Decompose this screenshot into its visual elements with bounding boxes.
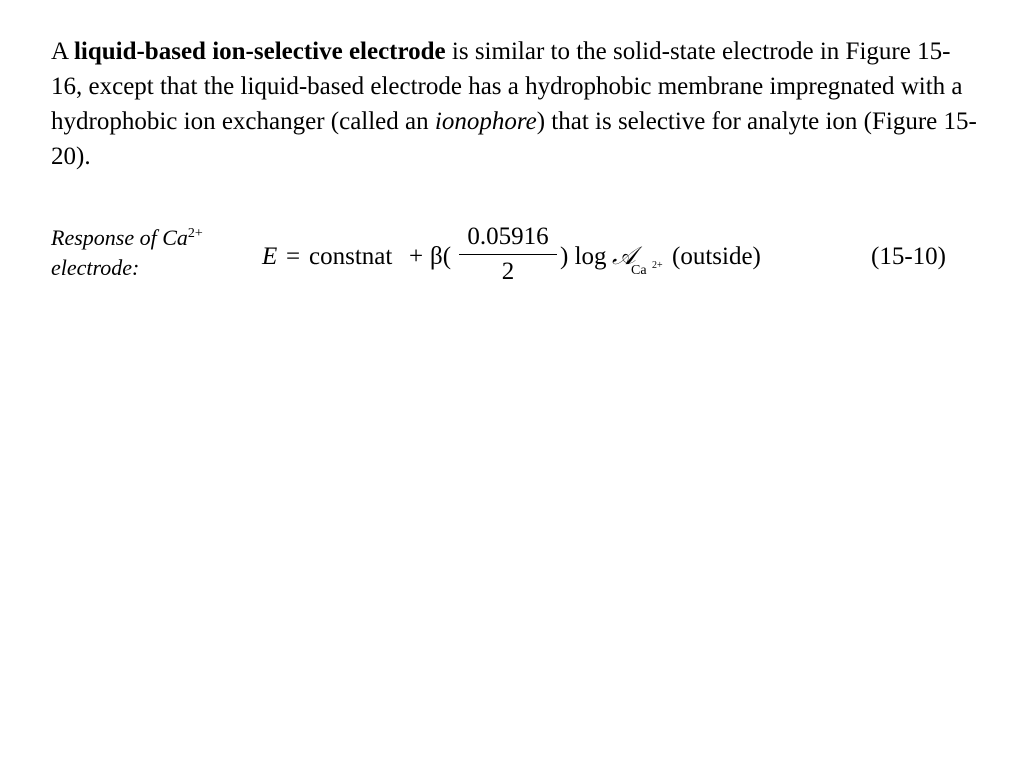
equation-activity-symbol: 𝒜 xyxy=(612,243,636,270)
caption-line1-prefix: Response of Ca xyxy=(51,225,188,250)
equation-qualifier: (outside) xyxy=(672,243,761,270)
caption-line1-superscript: 2+ xyxy=(187,226,203,241)
equation-close-log: ) log xyxy=(560,243,607,270)
paragraph-term-italic: ionophore xyxy=(434,108,537,135)
paragraph-term-bold: liquid-based ion-selective electrode xyxy=(73,38,446,65)
fraction-numerator: 0.05916 xyxy=(467,223,549,250)
paragraph-text-2: ) that is selective for analyte ion (Figure 15-20). xyxy=(51,108,977,170)
paragraph-intro: A xyxy=(51,38,74,65)
equation-activity-subscript-superscript: 2+ xyxy=(652,260,663,271)
caption-line2: electrode: xyxy=(51,255,140,280)
equation-constant: constnat xyxy=(309,243,393,270)
equation-fraction xyxy=(455,220,561,289)
equation-number: (15-10) xyxy=(871,243,946,270)
equation-equals: = xyxy=(286,243,301,270)
intro-paragraph xyxy=(51,34,981,174)
equation-beta-open: β( xyxy=(430,243,452,270)
paragraph-text-1: is similar to the solid-state electrode in Figure 15-16, except that the liquid-based electrode has a hydrophobic membrane impregnated with a hydrophobic ion exchanger (called an xyxy=(51,38,963,135)
equation-lhs: E xyxy=(262,243,278,270)
equation-plus: + xyxy=(409,243,424,270)
equation-caption xyxy=(51,223,203,283)
fraction-denominator: 2 xyxy=(501,258,515,285)
equation-activity-subscript: Ca xyxy=(631,263,647,278)
